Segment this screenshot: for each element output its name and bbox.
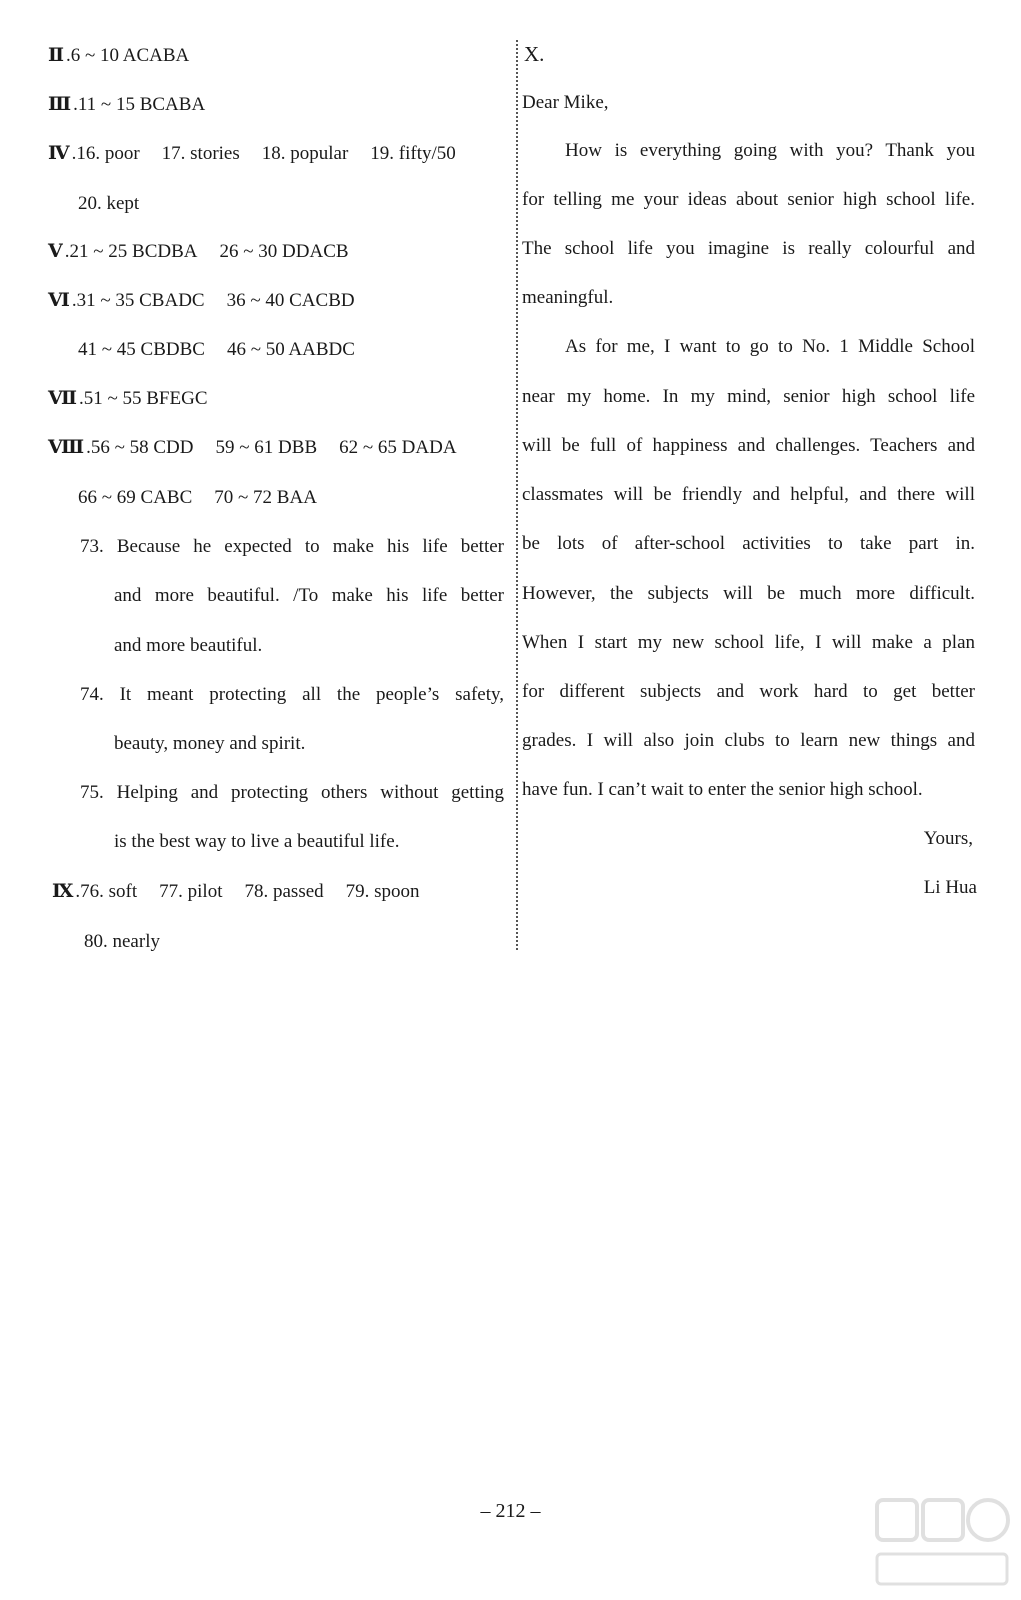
answer-78: 78. passed bbox=[244, 881, 324, 902]
section-2-answers bbox=[48, 44, 189, 68]
section-9-numeral: Ⅸ bbox=[52, 881, 74, 902]
answer-80: 80. nearly bbox=[84, 931, 160, 952]
section-5-answers bbox=[48, 240, 349, 264]
section-4-numeral: Ⅳ bbox=[48, 143, 70, 164]
section-5-numeral: Ⅴ bbox=[48, 241, 63, 262]
section-7-numeral: Ⅶ bbox=[48, 388, 77, 409]
letter-line: have fun. I can’t wait to enter the senior high school. bbox=[522, 779, 923, 800]
answer-73-line-2: and more beautiful. /To make his life better bbox=[114, 585, 504, 606]
letter-line: When I start my new school life, I will make a plan bbox=[522, 632, 975, 653]
section-9-answers bbox=[52, 880, 420, 904]
answer-74-line-1: 74. It meant protecting all the people’s safety, bbox=[80, 684, 504, 705]
letter-line: However, the subjects will be much more difficult. bbox=[522, 583, 975, 604]
writing-section-heading: X. bbox=[524, 42, 545, 66]
answer-19: 19. fifty/50 bbox=[370, 143, 456, 164]
answers-31-35: .31 ~ 35 CBADC bbox=[71, 290, 205, 311]
section-7-text: .51 ~ 55 BFEGC bbox=[78, 388, 208, 409]
answers-21-25: .21 ~ 25 BCDBA bbox=[64, 241, 198, 262]
letter-line: How is everything going with you? Thank you bbox=[565, 140, 975, 161]
watermark-logo-icon bbox=[873, 1492, 1013, 1592]
answer-20: 20. kept bbox=[78, 193, 140, 214]
section-6-answers-cont bbox=[78, 338, 355, 362]
section-2-text: .6 ~ 10 ACABA bbox=[66, 45, 190, 66]
letter-line: for different subjects and work hard to get better bbox=[522, 681, 975, 702]
answer-73-line-1: 73. Because he expected to make his life better bbox=[80, 536, 504, 557]
answers-26-30: 26 ~ 30 DDACB bbox=[219, 241, 349, 262]
letter-line: near my home. In my mind, senior high school life bbox=[522, 386, 975, 407]
section-4-answers bbox=[48, 142, 456, 166]
letter-signature: Li Hua bbox=[923, 877, 977, 898]
section-2-numeral: Ⅱ bbox=[48, 45, 65, 66]
section-7-answers bbox=[48, 387, 208, 411]
section-3-numeral: Ⅲ bbox=[48, 94, 72, 115]
answers-46-50: 46 ~ 50 AABDC bbox=[226, 339, 355, 360]
answer-74-line-2: beauty, money and spirit. bbox=[114, 733, 306, 754]
answer-79: 79. spoon bbox=[345, 881, 420, 902]
section-8-answers-cont bbox=[78, 486, 317, 510]
answer-18: 18. popular bbox=[261, 143, 349, 164]
letter-line: The school life you imagine is really colourful and bbox=[522, 238, 975, 259]
letter-line: As for me, I want to go to No. 1 Middle School bbox=[565, 336, 975, 357]
answers-70-72: 70 ~ 72 BAA bbox=[214, 487, 317, 508]
section-6-answers bbox=[48, 289, 355, 313]
answer-75-line-2: is the best way to live a beautiful life. bbox=[114, 831, 400, 852]
answers-56-58: .56 ~ 58 CDD bbox=[86, 437, 194, 458]
letter-line: meaningful. bbox=[522, 287, 614, 308]
answers-41-45: 41 ~ 45 CBDBC bbox=[78, 339, 205, 360]
answers-36-40: 36 ~ 40 CACBD bbox=[226, 290, 355, 311]
answer-17: 17. stories bbox=[161, 143, 240, 164]
answer-77: 77. pilot bbox=[159, 881, 223, 902]
section-3-text: .11 ~ 15 BCABA bbox=[73, 94, 206, 115]
answer-75-line-1: 75. Helping and protecting others without getting bbox=[80, 782, 504, 803]
section-6-numeral: Ⅵ bbox=[48, 290, 70, 311]
letter-greeting: Dear Mike, bbox=[522, 92, 609, 113]
letter-line: for telling me your ideas about senior high school life. bbox=[522, 189, 975, 210]
letter-closing: Yours, bbox=[923, 828, 973, 849]
answers-62-65: 62 ~ 65 DADA bbox=[339, 437, 457, 458]
section-8-numeral: Ⅷ bbox=[48, 437, 85, 458]
section-3-answers bbox=[48, 93, 205, 117]
letter-line: classmates will be friendly and helpful, and there will bbox=[522, 484, 975, 505]
page-number: – 212 – bbox=[480, 1500, 541, 1522]
letter-line: will be full of happiness and challenges. Teachers and bbox=[522, 435, 975, 456]
column-divider bbox=[516, 40, 518, 950]
answer-73-line-3: and more beautiful. bbox=[114, 635, 263, 656]
letter-line: grades. I will also join clubs to learn new things and bbox=[522, 730, 975, 751]
letter-line: be lots of after-school activities to take part in. bbox=[522, 533, 975, 554]
answer-16: .16. poor bbox=[71, 143, 140, 164]
answer-76: .76. soft bbox=[75, 881, 138, 902]
answers-59-61: 59 ~ 61 DBB bbox=[215, 437, 318, 458]
answers-66-69: 66 ~ 69 CABC bbox=[78, 487, 193, 508]
section-8-answers bbox=[48, 436, 457, 460]
